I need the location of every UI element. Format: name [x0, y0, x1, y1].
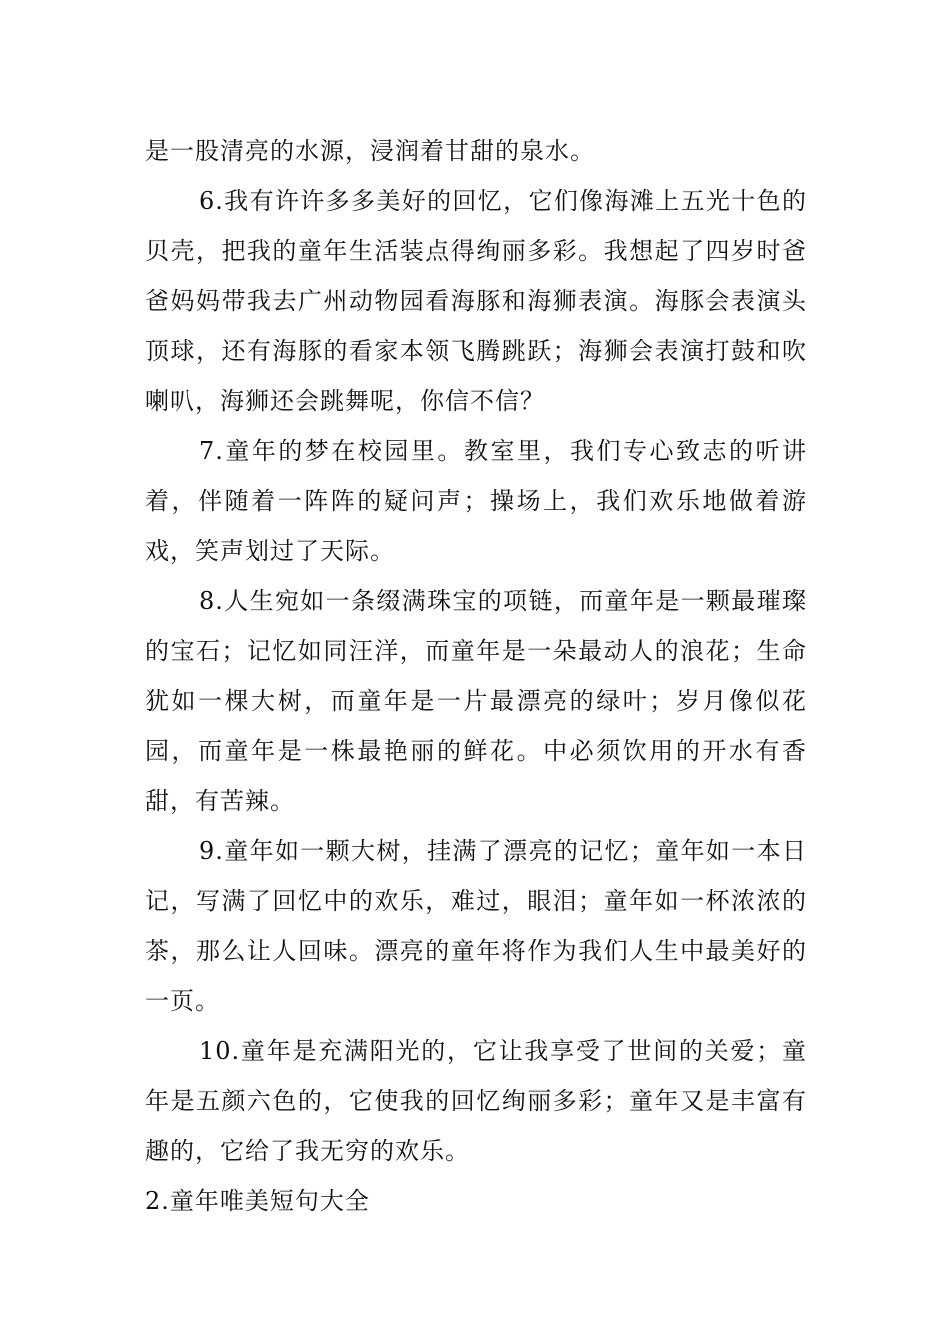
paragraph-item-7: 7.童年的梦在校园里。教室里，我们专心致志的听讲着，伴随着一阵阵的疑问声；操场上，我们欢乐地做着游戏，笑声划过了天际。: [145, 437, 807, 565]
paragraph-item-8: 8.人生宛如一条缀满珠宝的项链，而童年是一颗最璀璨的宝石；记忆如同汪洋，而童年是一朵最动人的浪花；生命犹如一棵大树，而童年是一片最漂亮的绿叶；岁月像似花园，而童年是一株最艳丽的鲜花。中必须饮用的开水有香甜，有苦辣。: [145, 587, 807, 815]
section-heading: 2.童年唯美短句大全: [145, 1187, 370, 1215]
document-page: [145, 126, 807, 1226]
paragraph-item-10: 10.童年是充满阳光的，它让我享受了世间的关爱；童年是五颜六色的，它使我的回忆绚丽多彩；童年又是丰富有趣的，它给了我无穷的欢乐。: [145, 1037, 807, 1165]
paragraph-continuation: 是一股清亮的水源，浸润着甘甜的泉水。: [145, 137, 595, 165]
paragraph-item-9: 9.童年如一颗大树，挂满了漂亮的记忆；童年如一本日记，写满了回忆中的欢乐，难过，眼泪；童年如一杯浓浓的茶，那么让人回味。漂亮的童年将作为我们人生中最美好的一页。: [145, 837, 807, 1015]
paragraph-item-6: 6.我有许许多多美好的回忆，它们像海滩上五光十色的贝壳，把我的童年生活装点得绚丽多彩。我想起了四岁时爸爸妈妈带我去广州动物园看海豚和海狮表演。海豚会表演头顶球，还有海豚的看家本领飞腾跳跃；海狮会表演打鼓和吹喇叭，海狮还会跳舞呢，你信不信？: [145, 187, 807, 415]
